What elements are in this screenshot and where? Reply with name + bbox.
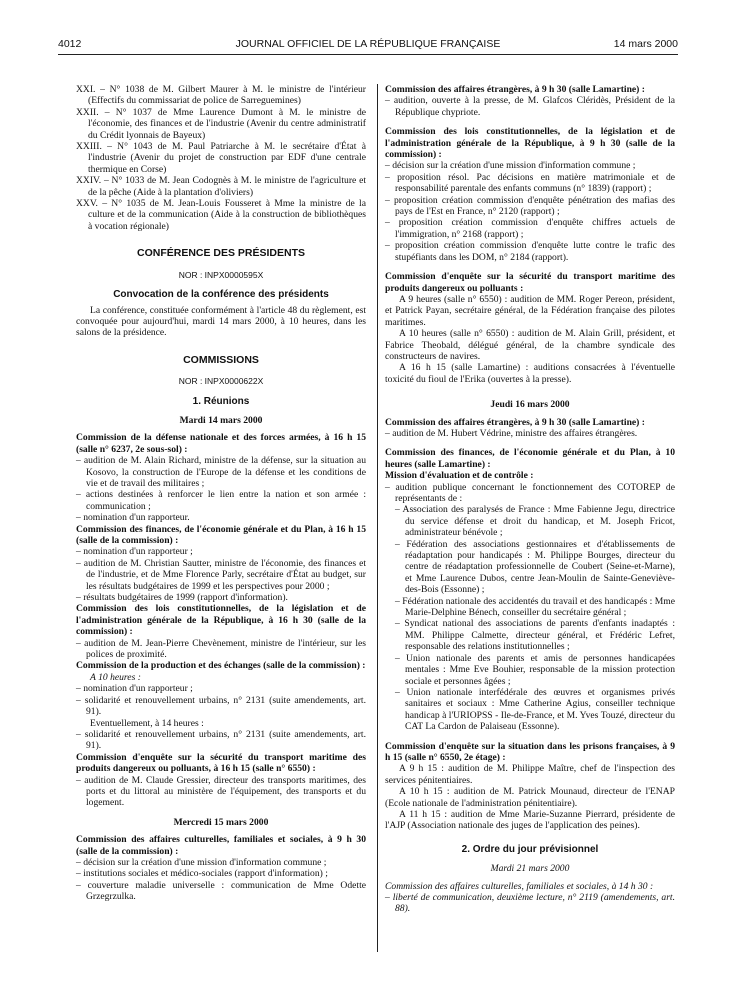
- day-heading: Mardi 14 mars 2000: [179, 414, 263, 426]
- conference-subtitle: Convocation de la conférence des présidents: [113, 289, 329, 301]
- agenda-item: – audition, ouverte à la presse, de M. Glafcos Cléridès, Président de la République chypriote.: [385, 95, 675, 118]
- mission-heading: Mission d'évaluation et de contrôle :: [385, 470, 534, 482]
- ordre-du-jour-heading: 2. Ordre du jour prévisionnel: [461, 843, 599, 855]
- commission-title: Commission des affaires étrangères, à 9 h 30 (salle Lamartine) :: [385, 416, 645, 428]
- header-rule: [58, 54, 678, 55]
- agenda-item: – couverture maladie universelle : communication de Mme Odette Grzegrzulka.: [76, 879, 366, 903]
- commission-title: Commission des finances, de l'économie générale et du Plan, à 10 heures (salle Lamartine) :: [385, 447, 675, 470]
- agenda-item: – solidarité et renouvellement urbains, n° 2131 (suite amendements, art. 91).: [76, 728, 366, 752]
- conference-heading: CONFÉRENCE DES PRÉSIDENTS: [136, 247, 306, 260]
- agenda-item: – décision sur la création d'une mission d'information commune ;: [385, 160, 636, 172]
- commission-title: Commission de la défense nationale et des forces armées, à 16 h 15 (salle n° 6237, 2e sous-sol) :: [76, 432, 366, 455]
- issue-date: 14 mars 2000: [613, 38, 678, 50]
- question-item: XXIII. – N° 1043 de M. Paul Patriarche à M. le secrétaire d'État à l'industrie (Avenir du projet de construction par EDF d'une centrale thermique en Corse): [76, 141, 366, 175]
- commissions-heading: COMMISSIONS: [183, 353, 259, 366]
- commission-title: Commission des affaires étrangères, à 9 h 30 (salle Lamartine) :: [385, 84, 645, 95]
- agenda-item: – liberté de communication, deuxième lecture, n° 2119 (amendements, art. 88).: [385, 892, 675, 915]
- day-heading: Mardi 21 mars 2000: [490, 863, 570, 875]
- hearing-paragraph: A 16 h 15 (salle Lamartine) : auditions consacrées à l'éventuelle toxicité du fioul de l'Erika (ouvertes à la presse).: [385, 362, 675, 385]
- agenda-item: – audition de M. Hubert Védrine, ministre des affaires étrangères.: [385, 427, 638, 439]
- agenda-item: – solidarité et renouvellement urbains, n° 2131 (suite amendements, art. 91).: [76, 694, 366, 718]
- hearing-paragraph: A 9 h 15 : audition de M. Philippe Maître, chef de l'inspection des services pénitentiaires.: [385, 763, 675, 786]
- agenda-item: – proposition création commission d'enquête chiffres actuels de l'immigration, n° 2168 (rapport) ;: [385, 217, 675, 240]
- agenda-item: – actions destinées à renforcer le lien entre la nation et son armée : communication ;: [76, 489, 366, 512]
- question-item: XXI. – N° 1038 de M. Gilbert Maurer à M. le ministre de l'intérieur (Effectifs du commissariat de police de Sarreguemines): [76, 84, 366, 107]
- sub-agenda-item: – Union nationale des parents et amis de personnes handicapées mentales : Mme Eve Bouhier, responsable de la mission protection sociale et personnes âgées ;: [395, 652, 675, 687]
- agenda-item: – résultats budgétaires de 1999 (rapport d'information).: [76, 592, 288, 604]
- sub-agenda-item: – Fédération des associations gestionnaires et d'établissements de réadaptation pour handicapés : M. Philippe Bourges, directeur du centre de réadaptation professionnelle de Coubert (Seine-et-Marne), et Mme Laurence Dubos, centre Jean-Moulin de Sainte-Geneviève-des-Bois (Essonne) ;: [395, 538, 675, 596]
- agenda-item: – nomination d'un rapporteur ;: [76, 546, 193, 558]
- hearing-paragraph: A 10 h 15 : audition de M. Patrick Mounaud, directeur de l'ENAP (Ecole nationale de l'administration pénitentiaire).: [385, 786, 675, 809]
- commission-title: Commission des affaires culturelles, familiales et sociales, à 14 h 30 :: [385, 880, 654, 892]
- questions-list: [76, 84, 366, 232]
- left-column: [76, 84, 366, 903]
- sub-agenda-item: – Association des paralysés de France : Mme Fabienne Jegu, directrice du service défense et droit du handicap, et M. Joseph Fricot, administrateur bénévole ;: [395, 504, 675, 539]
- commission-title: Commission d'enquête sur la sécurité du transport maritime des produits dangereux ou polluants, à 16 h 15 (salle n° 6550) :: [76, 751, 366, 775]
- commission-title: Commission des finances, de l'économie générale et du Plan, à 16 h 15 (salle de la commission) :: [76, 523, 366, 546]
- agenda-item: – audition publique concernant le fonctionnement des COTOREP de représentants de :: [385, 481, 675, 504]
- commission-title: Commission de la production et des échanges (salle de la commission) :: [76, 660, 366, 672]
- column-divider: [377, 84, 378, 952]
- commission-title: Commission d'enquête sur la sécurité du transport maritime des produits dangereux ou polluants :: [385, 271, 675, 294]
- commission-title: Commission des lois constitutionnelles, de la législation et de l'administration générale de la République, à 9 h 30 (salle de la commission) :: [385, 126, 675, 161]
- day-heading: Jeudi 16 mars 2000: [490, 399, 570, 411]
- time-slot: Eventuellement, à 14 heures :: [90, 717, 204, 729]
- question-item: XXV. – N° 1035 de M. Jean-Louis Fousseret à Mme la ministre de la culture et de la communication (Aide à la construction de bibliothèques à vocation régionale): [76, 198, 366, 232]
- hearing-paragraph: A 9 heures (salle n° 6550) : audition de MM. Roger Pereon, président, et Patrick Payan, secrétaire général, de la Fédération française des pilotes maritimes.: [385, 293, 675, 328]
- commission-title: Commission des lois constitutionnelles, de la législation et de l'administration générale de la République, à 16 h 30 (salle de la commission) :: [76, 603, 366, 638]
- conference-text: La conférence, constituée conformément à l'article 48 du règlement, est convoquée pour aujourd'hui, mardi 14 mars 2000, à 10 heures, dans les salons de la présidence.: [76, 304, 366, 339]
- agenda-item: – audition de M. Claude Gressier, directeur des transports maritimes, des ports et du littoral au ministère de l'équipement, des transports et du logement.: [76, 774, 366, 809]
- agenda-item: – proposition création commission d'enquête pénétration des mafias des pays de l'Est en France, n° 2120 (rapport) ;: [385, 194, 675, 218]
- conference-nor: NOR : INPX0000595X: [178, 269, 264, 280]
- agenda-item: – proposition résol. Pac décisions en matière matrimoniale et de responsabilité parentale des enfants communs (n° 1839) (rapport) ;: [385, 171, 675, 195]
- agenda-item: – proposition création commission d'enquête lutte contre le trafic des stupéfiants dans les DOM, n° 2184 (rapport).: [385, 240, 675, 263]
- day-heading: Mercredi 15 mars 2000: [173, 816, 269, 828]
- agenda-item: – audition de M. Jean-Pierre Chevènement, ministre de l'intérieur, sur les polices de proximité.: [76, 637, 366, 661]
- right-column: [385, 84, 675, 915]
- sub-agenda-item: – Union nationale interfédérale des œuvres et organismes privés sanitaires et sociaux : Mme Catherine Agius, conseiller technique handicap à l'URIOPSS - Ile-de-France, et M. Yves Touzé, directeur du CAT La Cardon de Palaiseau (Essonne).: [395, 686, 675, 733]
- hearing-paragraph: A 10 heures (salle n° 6550) : audition de M. Alain Grill, président, et Fabrice Theobald, délégué général, de la chambre syndicale des constructeurs de navires.: [385, 328, 675, 362]
- agenda-item: – institutions sociales et médico-sociales (rapport d'information) ;: [76, 868, 328, 880]
- journal-title: JOURNAL OFFICIEL DE LA RÉPUBLIQUE FRANÇAISE: [235, 38, 501, 50]
- commissions-nor: NOR : INPX0000622X: [178, 376, 264, 387]
- page-header: [58, 38, 678, 52]
- commission-title: Commission des affaires culturelles, familiales et sociales, à 9 h 30 (salle de la commission) :: [76, 834, 366, 857]
- question-item: XXII. – N° 1037 de Mme Laurence Dumont à M. le ministre de l'économie, des finances et de l'industrie (Avenir du centre administratif du Crédit lyonnais de Bayeux): [76, 106, 366, 141]
- sub-agenda-item: – Fédération nationale des accidentés du travail et des handicapés : Mme Marie-Delphine Bénech, conseiller du secrétaire général ;: [395, 595, 675, 619]
- commission-title: Commission d'enquête sur la situation dans les prisons françaises, à 9 h 15 (salle n° 6550, 2e étage) :: [385, 740, 675, 763]
- agenda-item: – audition de M. Alain Richard, ministre de la défense, sur la situation au Kosovo, la construction de l'Europe de la défense et les conditions de vie et de travail des militaires ;: [76, 455, 366, 489]
- reunions-heading: 1. Réunions: [192, 395, 250, 407]
- agenda-item: – nomination d'un rapporteur ;: [76, 683, 193, 695]
- agenda-item: – nomination d'un rapporteur.: [76, 512, 190, 524]
- agenda-item: – décision sur la création d'une mission d'information commune ;: [76, 856, 327, 868]
- question-item: XXIV. – N° 1033 de M. Jean Codognès à M. le ministre de l'agriculture et de la pêche (Aide à la plantation d'oliviers): [76, 175, 366, 198]
- agenda-item: – audition de M. Christian Sautter, ministre de l'économie, des finances et de l'industrie, et de Mme Florence Parly, secrétaire d'État au budget, sur les résultats budgétaires de 1999 et les perspectives pour 2000 ;: [76, 557, 366, 592]
- hearing-paragraph: A 11 h 15 : audition de Mme Marie-Suzanne Pierrard, présidente de l'AJP (Association nationale des juges de l'application des peines).: [385, 808, 675, 832]
- sub-agenda-item: – Syndicat national des associations de parents d'enfants inadaptés : MM. Philippe Calmette, directeur général, et Frédéric Lefret, responsable des relations institutionnelles ;: [395, 618, 675, 653]
- page-number: 4012: [58, 38, 82, 50]
- time-slot: A 10 heures :: [90, 671, 141, 683]
